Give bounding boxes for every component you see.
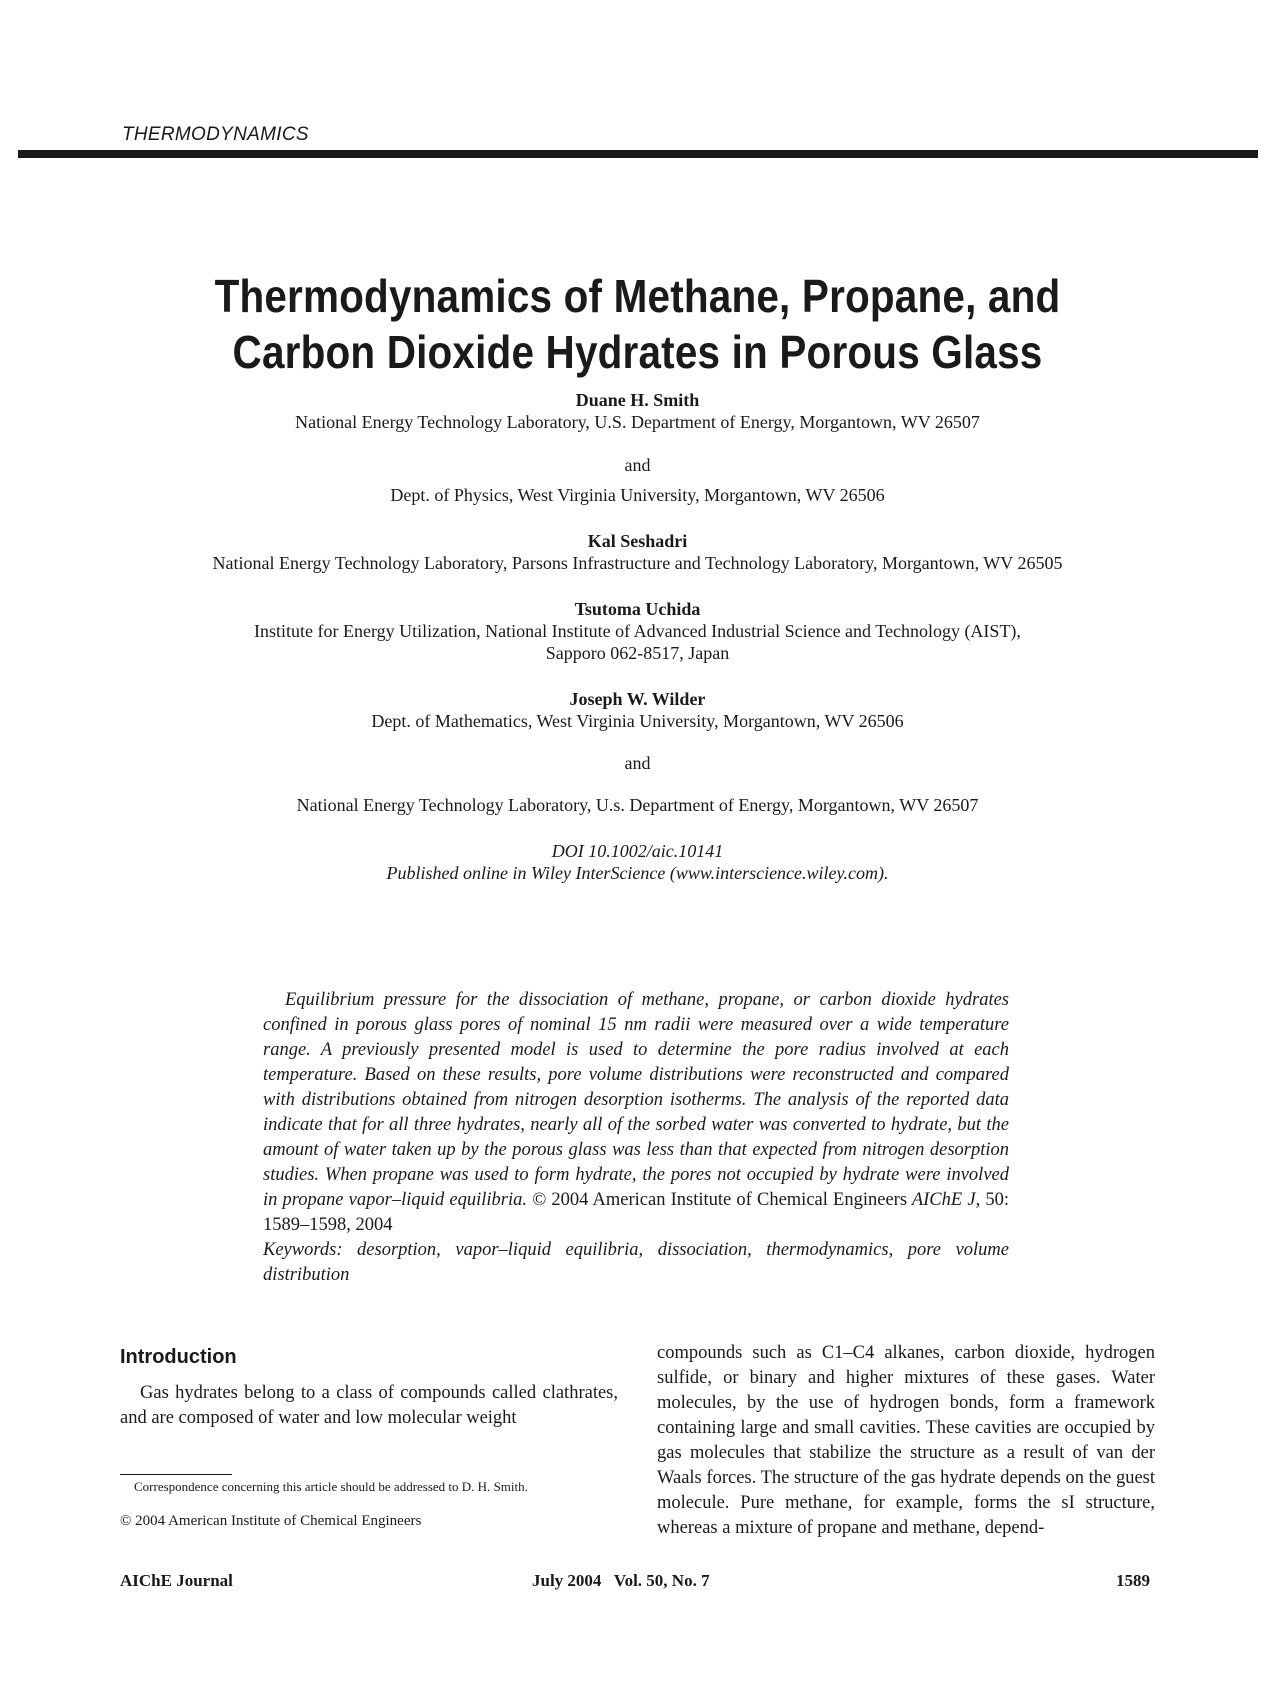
abstract [263,988,1009,1288]
footer-page-number: 1589 [1116,1571,1150,1590]
citation: 50: 1589–1598, 2004 [263,1190,1010,1235]
and-separator: and [624,753,651,773]
author-affiliation: Dept. of Mathematics, West Virginia University, Morgantown, WV 26506 [371,711,904,731]
author-affiliation: Institute for Energy Utilization, National Institute of Advanced Industrial Science and Technology (AIST), [254,621,1021,641]
author-affiliation: National Energy Technology Laboratory, U.S. Department of Energy, Morgantown, WV 26507 [295,412,980,432]
title-line-1: Thermodynamics of Methane, Propane, and [214,270,1061,322]
footnote: Correspondence concerning this article should be addressed to D. H. Smith. [134,1479,528,1494]
intro-paragraph-continued: compounds such as C1–C4 alkanes, carbon dioxide, hydrogen sulfide, or binary and higher mixtures of these gases. Water molecules, by the use of hydrogen bonds, form a framework containing large and small cavities. These cavities are occupied by gas molecules that stabilize the structure as a result of van der Waals forces. The structure of the gas hydrate depends on the guest molecule. Pure methane, for example, forms the sI structure, whereas a mixture of propane and methane, depend- [657,1343,1155,1538]
and-separator: and [624,455,651,475]
abstract-text: Equilibrium pressure for the dissociation of methane, propane, or carbon dioxide hydrates confined in porous glass pores of nominal 15 nm radii were measured over a wide temperature range. A previously presented model is used to determine the pore radius involved at each temperature. Based on these results, pore volume distributions were reconstructed and compared with distributions obtained from nitrogen desorption isotherms. The analysis of the reported data indicate that for all three hydrates, nearly all of the sorbed water was converted to hydrate, but the amount of water taken up by the porous glass was less than that expected from nitrogen desorption studies. When propane was used to form hydrate, the pores not occupied by hydrate were involved in propane vapor–liquid equilibria. [263,990,1009,1210]
right-column [657,1341,1155,1541]
section-label: THERMODYNAMICS [122,124,309,145]
footnote-rule [120,1474,232,1475]
author-affiliation: Dept. of Physics, West Virginia University, Morgantown, WV 26506 [390,485,885,505]
keywords: Keywords: desorption, vapor–liquid equilibria, dissociation, thermodynamics, pore volume distribution [263,1240,1009,1285]
author-name-wilder: Joseph W. Wilder [569,689,706,709]
published-online: Published online in Wiley InterScience (www.interscience.wiley.com). [386,863,889,883]
journal-abbrev: AIChE J, [911,1190,981,1210]
author-name-uchida: Tsutoma Uchida [574,599,701,619]
author-affiliation: National Energy Technology Laboratory, U.s. Department of Energy, Morgantown, WV 26507 [296,795,979,815]
section-heading-introduction: Introduction [120,1346,237,1368]
author-name-smith: Duane H. Smith [575,390,700,410]
intro-paragraph: Gas hydrates belong to a class of compounds called clathrates, and are composed of water and low molecular weight [120,1383,618,1428]
author-affiliation: National Energy Technology Laboratory, Parsons Infrastructure and Technology Laboratory, Morgantown, WV 26505 [212,553,1063,573]
title-line-2: Carbon Dioxide Hydrates in Porous Glass [232,326,1043,378]
author-name-seshadri: Kal Seshadri [587,531,688,551]
doi: DOI 10.1002/aic.10141 [551,841,724,861]
left-column [120,1381,618,1431]
header-rule [18,150,1258,158]
copyright-line: © 2004 American Institute of Chemical Engineers [120,1513,422,1529]
footer-journal: AIChE Journal [120,1571,233,1590]
abstract-copyright: © 2004 American Institute of Chemical Engineers [532,1190,908,1210]
article-title [77,268,1199,380]
author-affiliation: Sapporo 062-8517, Japan [545,643,730,663]
footer-issue: July 2004 Vol. 50, No. 7 [532,1571,710,1590]
abstract-paragraph [263,988,1009,1238]
